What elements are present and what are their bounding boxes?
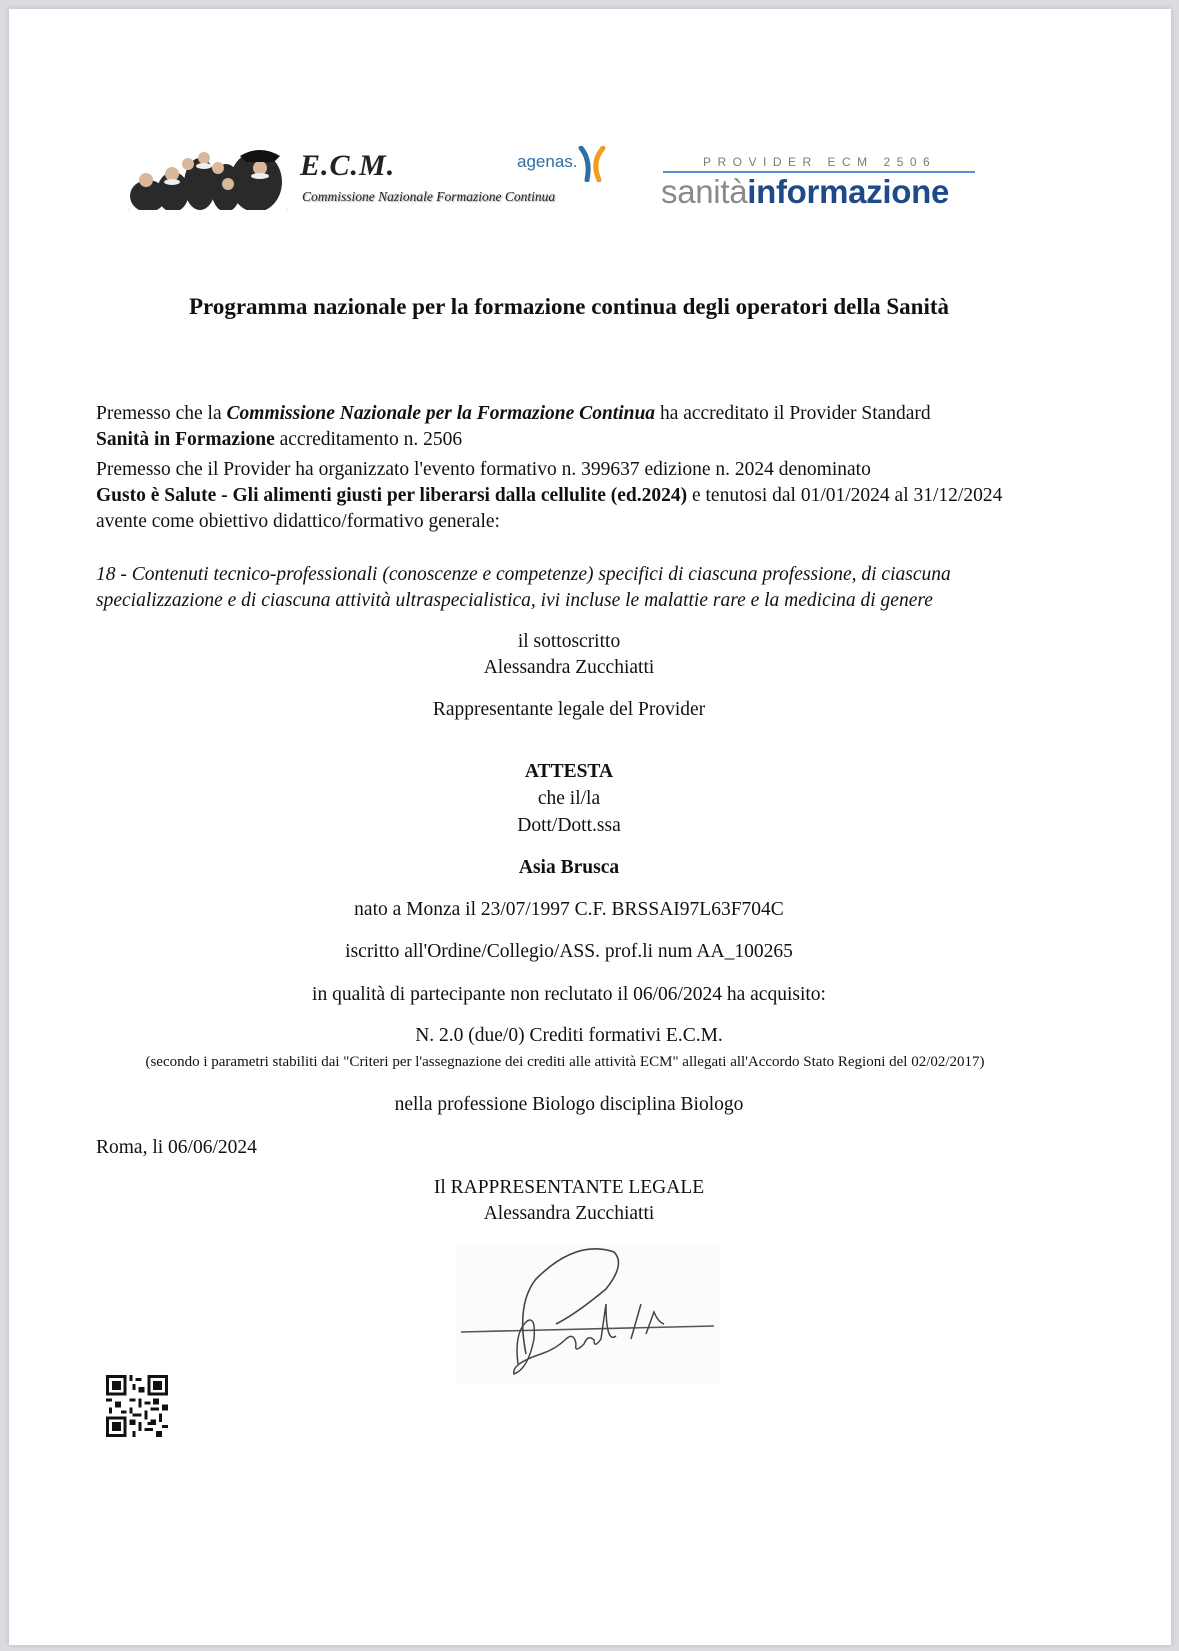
premise-text: ha accreditato il Provider Standard — [655, 403, 931, 424]
event-title: Gusto è Salute - Gli alimenti giusti per liberarsi dalla cellulite (ed.2024) — [96, 485, 688, 506]
attestation-verb: ATTESTA — [524, 761, 614, 782]
premise-event — [96, 457, 1056, 535]
signatory-intro: il sottoscritto — [517, 631, 621, 652]
provider-ecm-tagline: PROVIDER ECM 2506 — [703, 155, 937, 169]
participation-quality: in qualità di partecipante non reclutato il 06/06/2024 ha acquisito: — [312, 984, 826, 1005]
objective-text: 18 - Contenuti tecnico-professionali (conoscenze e competenze) specifici di ciascuna professione, di ciascuna specializzazione e di ciascuna attività ultraspecialistica, ivi incluse le malattie rare e la medicina di genere — [96, 564, 951, 611]
credits-awarded: N. 2.0 (due/0) Crediti formativi E.C.M. — [415, 1025, 723, 1046]
ecm-logo-title: E.C.M. — [300, 149, 396, 182]
training-objective — [96, 562, 1041, 614]
place-date: Roma, li 06/06/2024 — [96, 1137, 257, 1158]
premise-accreditation — [96, 401, 1056, 453]
event-intro: Premesso che il Provider ha organizzato l'evento formativo n. 399637 edizione n. 2024 denominato — [96, 459, 871, 480]
legal-rep-title: Il RAPPRESENTANTE LEGALE — [433, 1177, 705, 1198]
sanita-informazione-logo — [661, 173, 949, 211]
premise-text: Premesso che la — [96, 403, 227, 424]
provider-name: Sanità in Formazione — [96, 429, 275, 450]
accreditation-number: accreditamento n. 2506 — [274, 429, 463, 450]
ecm-logo-subtitle: Commissione Nazionale Formazione Continua — [302, 189, 556, 204]
participant-name: Asia Brusca — [518, 857, 620, 878]
signatory-role: Rappresentante legale del Provider — [432, 699, 706, 720]
agenas-logo-text: agenas. — [517, 152, 578, 171]
logo-light-text: sanità — [661, 173, 748, 210]
attestation-title: Dott/Dott.ssa — [517, 815, 621, 836]
participant-registration: iscritto all'Ordine/Collegio/ASS. prof.li num AA_100265 — [345, 941, 793, 962]
signatory-name: Alessandra Zucchiatti — [483, 657, 655, 678]
ecm-painting-image — [128, 144, 288, 210]
profession: nella professione Biologo disciplina Biologo — [394, 1094, 744, 1115]
credits-note: (secondo i parametri stabiliti dai "Criteri per l'assegnazione dei crediti alle attività ECM" allegati all'Accordo Stato Regioni del 02/02/2017) — [145, 1054, 985, 1070]
qr-code-icon — [106, 1375, 168, 1437]
event-dates: e tenutosi dal 01/01/2024 al 31/12/2024 avente come obiettivo didattico/formativo generale: — [96, 485, 1003, 532]
certificate-page — [9, 9, 1171, 1645]
legal-rep-name: Alessandra Zucchiatti — [483, 1203, 655, 1224]
agenas-x-icon — [577, 146, 607, 182]
signature-image — [456, 1244, 721, 1384]
attestation-che: che il/la — [537, 788, 601, 809]
logo-bold-text: informazione — [747, 173, 950, 210]
page-title: Programma nazionale per la formazione continua degli operatori della Sanità — [189, 294, 949, 319]
participant-birth: nato a Monza il 23/07/1997 C.F. BRSSAI97L63F704C — [354, 899, 784, 920]
commission-name: Commissione Nazionale per la Formazione Continua — [226, 403, 656, 424]
